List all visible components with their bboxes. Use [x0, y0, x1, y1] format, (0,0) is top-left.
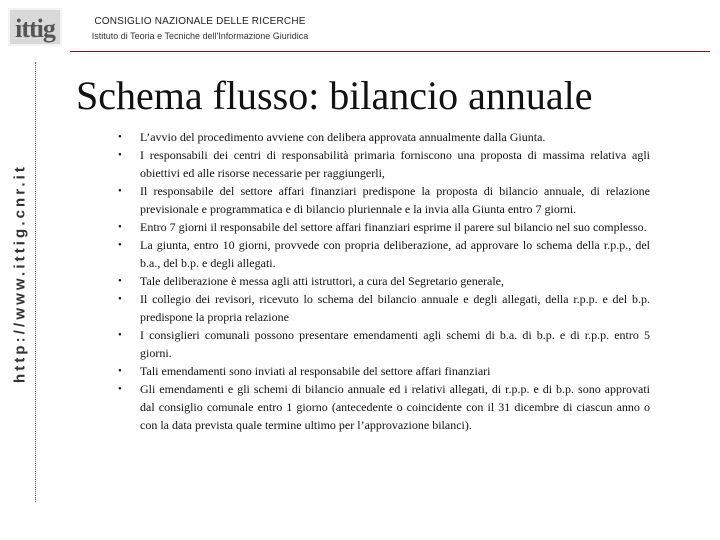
logo-text: ittig [15, 14, 55, 43]
bullet-item: • I consiglieri comunali possono presentare emendamenti agli schemi di b.a. di b.p. e di r.p.p. entro 5 giorni. [118, 326, 650, 362]
bullet-item: • La giunta, entro 10 giorni, provvede con propria deliberazione, ad approvare lo schema della r.p.p., del b.a., del b.p. e degli allegati. [118, 236, 650, 272]
bullet-item: • Tale deliberazione è messa agli atti istruttori, a cura del Segretario generale, [118, 272, 650, 290]
bullet-item: • Il collegio dei revisori, ricevuto lo schema del bilancio annuale e degli allegati, della r.p.p. e del b.p. predispone la propria relazione [118, 290, 650, 326]
bullet-item: • Gli emendamenti e gli schemi di bilancio annuale ed i relativi allegati, di r.p.p. e di b.p. sono approvati dal consiglio comunale entro 1 giorno (antecedente o coincidente con il 31 dicembre di ciascun anno o con la data prevista quale termine ultimo per l’approvazione bilanci). [118, 380, 650, 434]
sidebar-divider [35, 62, 36, 502]
organization-name: CONSIGLIO NAZIONALE DELLE RICERCHE [94, 16, 306, 27]
header-divider [70, 51, 710, 52]
bullet-list [118, 128, 650, 434]
sidebar-url: http://www.ittig.cnr.it [11, 163, 29, 384]
bullet-item: • Entro 7 giorni il responsabile del settore affari finanziari esprime il parere sul bilancio nel suo complesso. [118, 218, 650, 236]
bullet-item: • L’avvio del procedimento avviene con delibera approvata annualmente dalla Giunta. [118, 128, 650, 146]
slide-title: Schema flusso: bilancio annuale [76, 73, 593, 118]
bullet-item: • I responsabili dei centri di responsabilità primaria forniscono una proposta di massima relativa agli obiettivi ed alle risorse necessarie per raggiungerli, [118, 146, 650, 182]
bullet-item: • Tali emendamenti sono inviati al responsabile del settore affari finanziari [118, 362, 650, 380]
organization-subtitle: Istituto di Teoria e Tecniche dell'Informazione Giuridica [91, 31, 309, 41]
bullet-item: • Il responsabile del settore affari finanziari predispone la proposta di bilancio annuale, di relazione previsionale e programmatica e di bilancio pluriennale e la invia alla Giunta entro 7 giorni. [118, 182, 650, 218]
